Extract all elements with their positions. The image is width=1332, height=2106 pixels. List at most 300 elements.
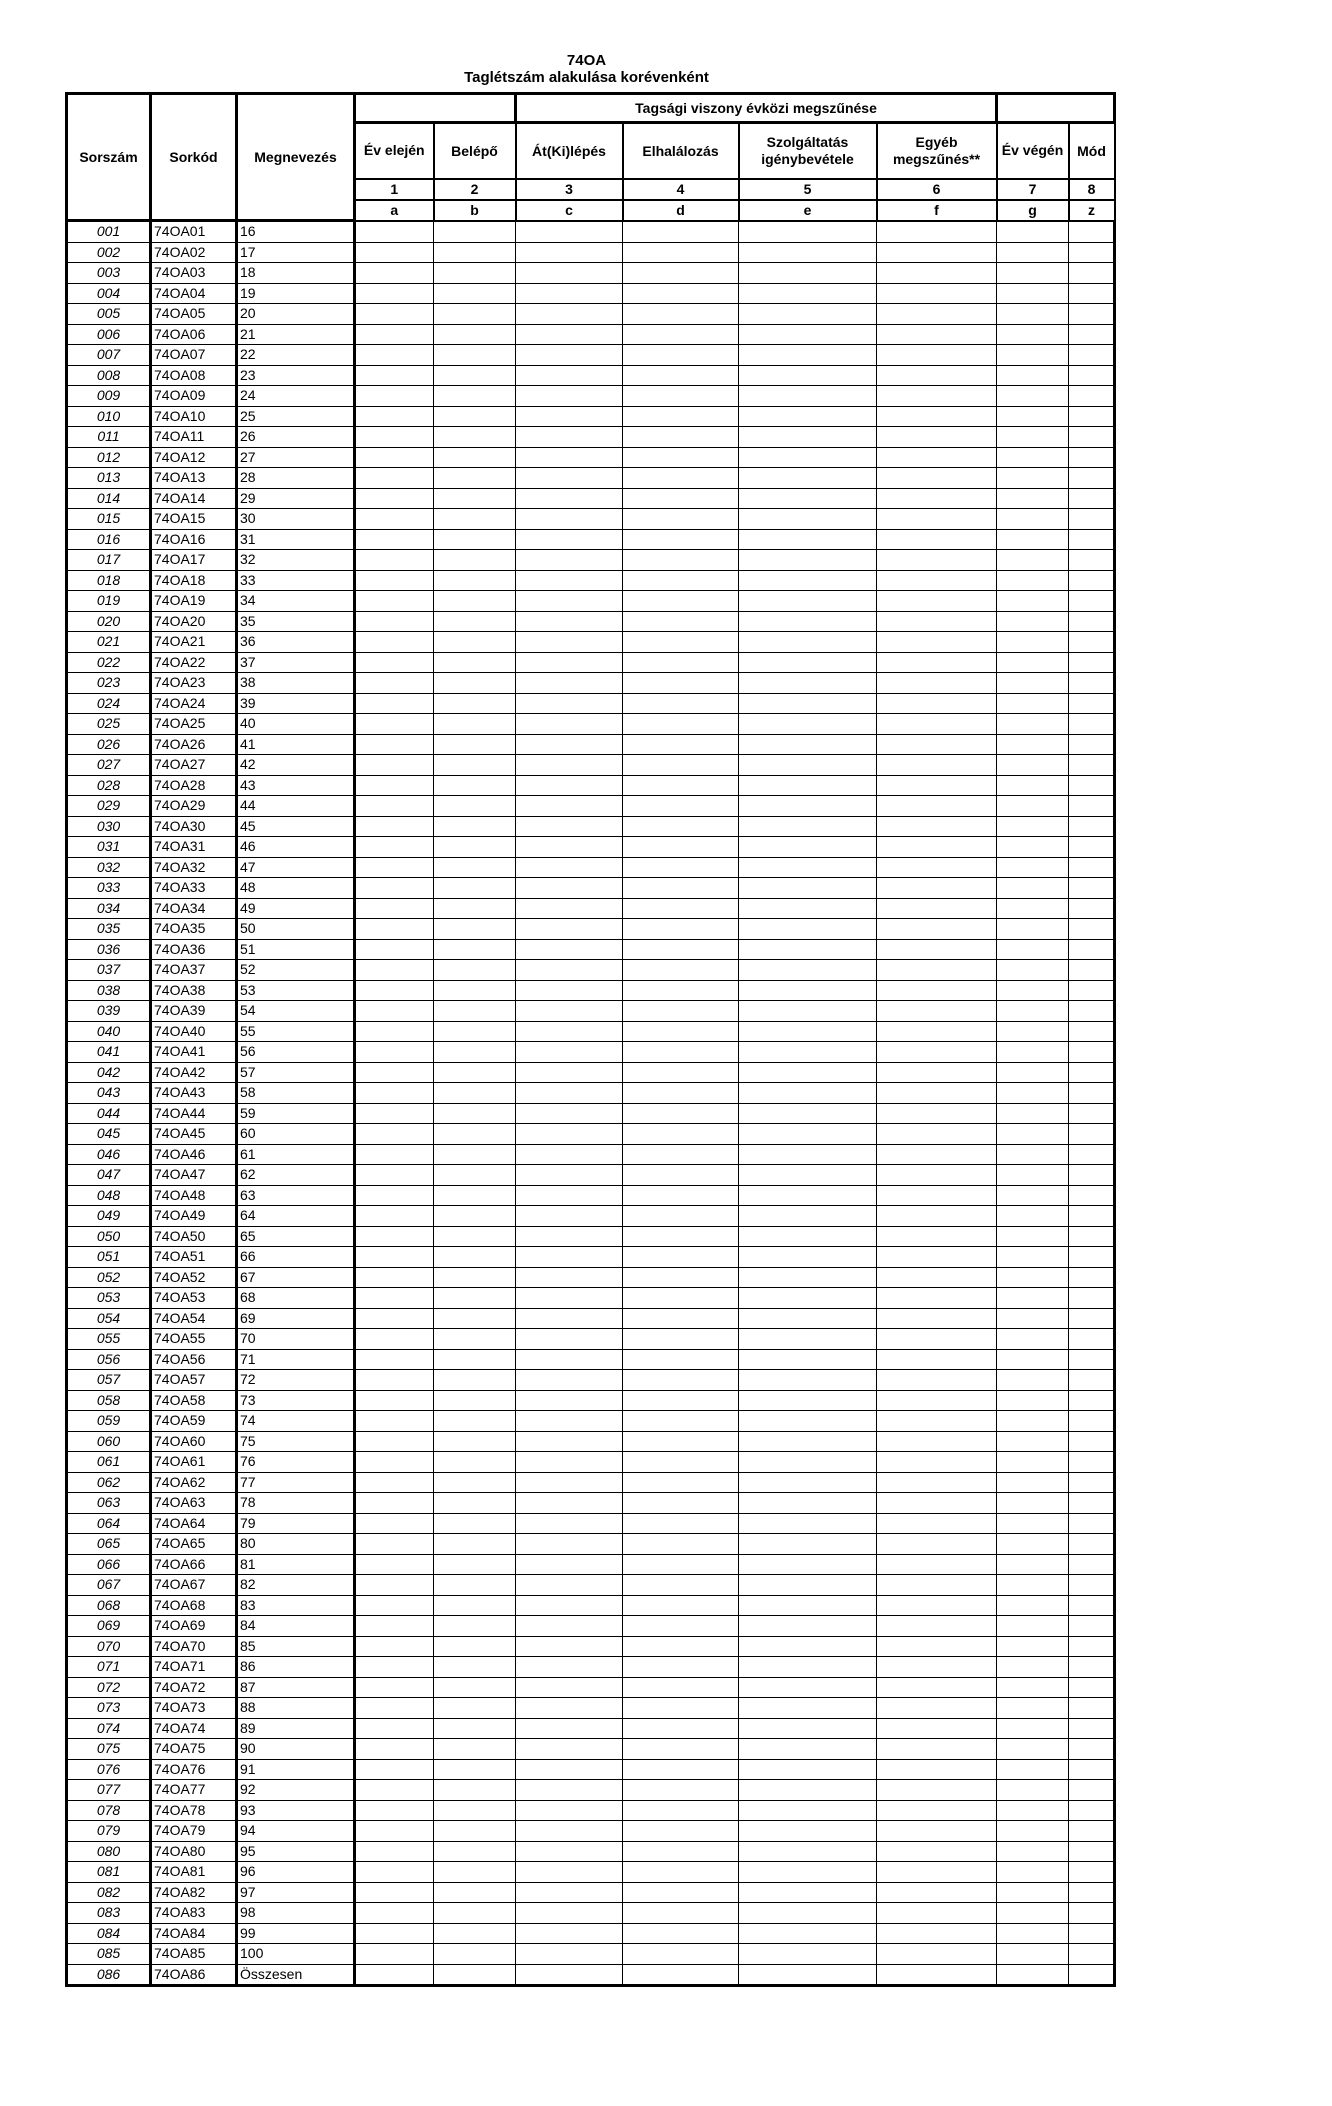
input-cell[interactable] [434,386,516,407]
input-cell[interactable] [434,1862,516,1883]
input-cell[interactable] [516,365,623,386]
input-cell[interactable] [739,1882,877,1903]
input-cell[interactable] [434,1616,516,1637]
input-cell[interactable] [877,304,997,325]
input-cell[interactable] [623,1247,739,1268]
input-cell[interactable] [997,734,1069,755]
input-cell[interactable] [623,1964,739,1986]
input-cell[interactable] [739,1083,877,1104]
input-cell[interactable] [877,1226,997,1247]
input-cell[interactable] [877,1144,997,1165]
input-cell[interactable] [623,1923,739,1944]
input-cell[interactable] [623,1226,739,1247]
input-cell[interactable] [739,509,877,530]
input-cell[interactable] [997,406,1069,427]
input-cell[interactable] [623,1431,739,1452]
input-cell[interactable] [434,1062,516,1083]
input-cell[interactable] [516,1677,623,1698]
input-cell[interactable] [877,1923,997,1944]
input-cell[interactable] [997,816,1069,837]
input-cell[interactable] [434,365,516,386]
input-cell[interactable] [434,529,516,550]
input-cell[interactable] [623,406,739,427]
input-cell[interactable] [1069,242,1115,263]
input-cell[interactable] [434,1923,516,1944]
input-cell[interactable] [1069,632,1115,653]
input-cell[interactable] [516,1739,623,1760]
input-cell[interactable] [1069,837,1115,858]
input-cell[interactable] [1069,755,1115,776]
input-cell[interactable] [516,1144,623,1165]
input-cell[interactable] [623,365,739,386]
input-cell[interactable] [997,1083,1069,1104]
input-cell[interactable] [355,611,434,632]
input-cell[interactable] [355,1206,434,1227]
input-cell[interactable] [739,1636,877,1657]
input-cell[interactable] [739,1964,877,1986]
input-cell[interactable] [739,1062,877,1083]
input-cell[interactable] [434,878,516,899]
input-cell[interactable] [516,1431,623,1452]
input-cell[interactable] [997,1349,1069,1370]
input-cell[interactable] [434,1472,516,1493]
input-cell[interactable] [1069,1964,1115,1986]
input-cell[interactable] [623,1616,739,1637]
input-cell[interactable] [877,1759,997,1780]
input-cell[interactable] [739,591,877,612]
input-cell[interactable] [355,1677,434,1698]
input-cell[interactable] [1069,1267,1115,1288]
input-cell[interactable] [355,837,434,858]
input-cell[interactable] [355,1329,434,1350]
input-cell[interactable] [623,939,739,960]
input-cell[interactable] [997,1001,1069,1022]
input-cell[interactable] [434,1964,516,1986]
input-cell[interactable] [997,632,1069,653]
input-cell[interactable] [739,1042,877,1063]
input-cell[interactable] [997,242,1069,263]
input-cell[interactable] [516,919,623,940]
input-cell[interactable] [877,611,997,632]
input-cell[interactable] [434,488,516,509]
input-cell[interactable] [997,386,1069,407]
input-cell[interactable] [623,919,739,940]
input-cell[interactable] [877,1677,997,1698]
input-cell[interactable] [877,980,997,1001]
input-cell[interactable] [623,1021,739,1042]
input-cell[interactable] [623,529,739,550]
input-cell[interactable] [355,816,434,837]
input-cell[interactable] [516,734,623,755]
input-cell[interactable] [997,447,1069,468]
input-cell[interactable] [877,816,997,837]
input-cell[interactable] [516,1042,623,1063]
input-cell[interactable] [739,550,877,571]
input-cell[interactable] [877,1001,997,1022]
input-cell[interactable] [877,1718,997,1739]
input-cell[interactable] [739,386,877,407]
input-cell[interactable] [997,693,1069,714]
input-cell[interactable] [739,919,877,940]
input-cell[interactable] [355,1144,434,1165]
input-cell[interactable] [997,488,1069,509]
input-cell[interactable] [1069,591,1115,612]
input-cell[interactable] [623,1534,739,1555]
input-cell[interactable] [1069,1841,1115,1862]
input-cell[interactable] [434,1944,516,1965]
input-cell[interactable] [623,1677,739,1698]
input-cell[interactable] [355,878,434,899]
input-cell[interactable] [516,1698,623,1719]
input-cell[interactable] [877,734,997,755]
input-cell[interactable] [355,550,434,571]
input-cell[interactable] [623,1144,739,1165]
input-cell[interactable] [1069,406,1115,427]
input-cell[interactable] [997,1390,1069,1411]
input-cell[interactable] [434,1288,516,1309]
input-cell[interactable] [877,386,997,407]
input-cell[interactable] [355,1759,434,1780]
input-cell[interactable] [355,898,434,919]
input-cell[interactable] [516,1862,623,1883]
input-cell[interactable] [355,1001,434,1022]
input-cell[interactable] [434,1226,516,1247]
input-cell[interactable] [877,591,997,612]
input-cell[interactable] [997,1247,1069,1268]
input-cell[interactable] [355,1411,434,1432]
input-cell[interactable] [516,1329,623,1350]
input-cell[interactable] [997,1964,1069,1986]
input-cell[interactable] [623,1390,739,1411]
input-cell[interactable] [623,1206,739,1227]
input-cell[interactable] [434,939,516,960]
input-cell[interactable] [997,570,1069,591]
input-cell[interactable] [434,1124,516,1145]
input-cell[interactable] [355,1534,434,1555]
input-cell[interactable] [516,1103,623,1124]
input-cell[interactable] [516,283,623,304]
input-cell[interactable] [623,488,739,509]
input-cell[interactable] [516,1493,623,1514]
input-cell[interactable] [434,263,516,284]
input-cell[interactable] [434,283,516,304]
input-cell[interactable] [1069,1616,1115,1637]
input-cell[interactable] [355,1636,434,1657]
input-cell[interactable] [997,837,1069,858]
input-cell[interactable] [1069,1144,1115,1165]
input-cell[interactable] [739,324,877,345]
input-cell[interactable] [434,632,516,653]
input-cell[interactable] [877,1062,997,1083]
input-cell[interactable] [739,816,877,837]
input-cell[interactable] [1069,960,1115,981]
input-cell[interactable] [739,304,877,325]
input-cell[interactable] [877,1595,997,1616]
input-cell[interactable] [997,857,1069,878]
input-cell[interactable] [434,1882,516,1903]
input-cell[interactable] [1069,1370,1115,1391]
input-cell[interactable] [516,857,623,878]
input-cell[interactable] [355,1083,434,1104]
input-cell[interactable] [516,939,623,960]
input-cell[interactable] [739,1452,877,1473]
input-cell[interactable] [355,1718,434,1739]
input-cell[interactable] [877,242,997,263]
input-cell[interactable] [623,1636,739,1657]
input-cell[interactable] [355,1862,434,1883]
input-cell[interactable] [434,816,516,837]
input-cell[interactable] [877,529,997,550]
input-cell[interactable] [997,1267,1069,1288]
input-cell[interactable] [997,1718,1069,1739]
input-cell[interactable] [434,857,516,878]
input-cell[interactable] [877,1739,997,1760]
input-cell[interactable] [516,406,623,427]
input-cell[interactable] [434,406,516,427]
input-cell[interactable] [739,1780,877,1801]
input-cell[interactable] [1069,488,1115,509]
input-cell[interactable] [623,1944,739,1965]
input-cell[interactable] [623,1452,739,1473]
input-cell[interactable] [623,960,739,981]
input-cell[interactable] [739,570,877,591]
input-cell[interactable] [355,1944,434,1965]
input-cell[interactable] [516,1390,623,1411]
input-cell[interactable] [434,1411,516,1432]
input-cell[interactable] [516,1452,623,1473]
input-cell[interactable] [1069,1001,1115,1022]
input-cell[interactable] [434,1267,516,1288]
input-cell[interactable] [434,1185,516,1206]
input-cell[interactable] [355,509,434,530]
input-cell[interactable] [1069,857,1115,878]
input-cell[interactable] [877,652,997,673]
input-cell[interactable] [997,1944,1069,1965]
input-cell[interactable] [877,1206,997,1227]
input-cell[interactable] [623,1267,739,1288]
input-cell[interactable] [516,878,623,899]
input-cell[interactable] [623,221,739,243]
input-cell[interactable] [516,488,623,509]
input-cell[interactable] [877,1903,997,1924]
input-cell[interactable] [997,611,1069,632]
input-cell[interactable] [355,734,434,755]
input-cell[interactable] [997,898,1069,919]
input-cell[interactable] [355,1226,434,1247]
input-cell[interactable] [1069,1718,1115,1739]
input-cell[interactable] [355,1390,434,1411]
input-cell[interactable] [623,1821,739,1842]
input-cell[interactable] [623,1042,739,1063]
input-cell[interactable] [355,919,434,940]
input-cell[interactable] [434,796,516,817]
input-cell[interactable] [623,570,739,591]
input-cell[interactable] [623,345,739,366]
input-cell[interactable] [623,324,739,345]
input-cell[interactable] [434,242,516,263]
input-cell[interactable] [516,1411,623,1432]
input-cell[interactable] [623,1595,739,1616]
input-cell[interactable] [739,263,877,284]
input-cell[interactable] [516,1001,623,1022]
input-cell[interactable] [623,1554,739,1575]
input-cell[interactable] [516,1062,623,1083]
input-cell[interactable] [877,1636,997,1657]
input-cell[interactable] [1069,509,1115,530]
input-cell[interactable] [739,1513,877,1534]
input-cell[interactable] [434,1575,516,1596]
input-cell[interactable] [739,1800,877,1821]
input-cell[interactable] [1069,816,1115,837]
input-cell[interactable] [434,1698,516,1719]
input-cell[interactable] [355,755,434,776]
input-cell[interactable] [623,734,739,755]
input-cell[interactable] [623,611,739,632]
input-cell[interactable] [739,1329,877,1350]
input-cell[interactable] [1069,1636,1115,1657]
input-cell[interactable] [739,365,877,386]
input-cell[interactable] [516,1554,623,1575]
input-cell[interactable] [1069,1083,1115,1104]
input-cell[interactable] [877,263,997,284]
input-cell[interactable] [877,406,997,427]
input-cell[interactable] [623,1103,739,1124]
input-cell[interactable] [1069,1575,1115,1596]
input-cell[interactable] [623,263,739,284]
input-cell[interactable] [355,1370,434,1391]
input-cell[interactable] [997,1923,1069,1944]
input-cell[interactable] [1069,1288,1115,1309]
input-cell[interactable] [739,1185,877,1206]
input-cell[interactable] [739,1841,877,1862]
input-cell[interactable] [739,1595,877,1616]
input-cell[interactable] [434,1329,516,1350]
input-cell[interactable] [877,857,997,878]
input-cell[interactable] [434,550,516,571]
input-cell[interactable] [516,611,623,632]
input-cell[interactable] [739,1267,877,1288]
input-cell[interactable] [623,386,739,407]
input-cell[interactable] [997,714,1069,735]
input-cell[interactable] [877,775,997,796]
input-cell[interactable] [877,1452,997,1473]
input-cell[interactable] [739,632,877,653]
input-cell[interactable] [623,878,739,899]
input-cell[interactable] [877,1103,997,1124]
input-cell[interactable] [355,1124,434,1145]
input-cell[interactable] [1069,1390,1115,1411]
input-cell[interactable] [516,1944,623,1965]
input-cell[interactable] [623,447,739,468]
input-cell[interactable] [739,1821,877,1842]
input-cell[interactable] [1069,1677,1115,1698]
input-cell[interactable] [739,345,877,366]
input-cell[interactable] [516,673,623,694]
input-cell[interactable] [516,529,623,550]
input-cell[interactable] [434,1800,516,1821]
input-cell[interactable] [623,1903,739,1924]
input-cell[interactable] [997,591,1069,612]
input-cell[interactable] [355,242,434,263]
input-cell[interactable] [877,755,997,776]
input-cell[interactable] [997,1554,1069,1575]
input-cell[interactable] [623,1800,739,1821]
input-cell[interactable] [877,1575,997,1596]
input-cell[interactable] [877,1821,997,1842]
input-cell[interactable] [434,693,516,714]
input-cell[interactable] [623,1124,739,1145]
input-cell[interactable] [434,1165,516,1186]
input-cell[interactable] [516,1247,623,1268]
input-cell[interactable] [623,898,739,919]
input-cell[interactable] [1069,1882,1115,1903]
input-cell[interactable] [355,1452,434,1473]
input-cell[interactable] [623,1472,739,1493]
input-cell[interactable] [355,1185,434,1206]
input-cell[interactable] [355,283,434,304]
input-cell[interactable] [623,509,739,530]
input-cell[interactable] [623,837,739,858]
input-cell[interactable] [739,1001,877,1022]
input-cell[interactable] [1069,1780,1115,1801]
input-cell[interactable] [739,1554,877,1575]
input-cell[interactable] [434,345,516,366]
input-cell[interactable] [877,1862,997,1883]
input-cell[interactable] [623,714,739,735]
input-cell[interactable] [434,1431,516,1452]
input-cell[interactable] [434,1083,516,1104]
input-cell[interactable] [516,1226,623,1247]
input-cell[interactable] [739,1390,877,1411]
input-cell[interactable] [434,427,516,448]
input-cell[interactable] [623,816,739,837]
input-cell[interactable] [516,1821,623,1842]
input-cell[interactable] [877,365,997,386]
input-cell[interactable] [434,1493,516,1514]
input-cell[interactable] [739,242,877,263]
input-cell[interactable] [1069,1247,1115,1268]
input-cell[interactable] [997,919,1069,940]
input-cell[interactable] [877,1841,997,1862]
input-cell[interactable] [1069,468,1115,489]
input-cell[interactable] [516,386,623,407]
input-cell[interactable] [623,1841,739,1862]
input-cell[interactable] [516,693,623,714]
input-cell[interactable] [434,1739,516,1760]
input-cell[interactable] [739,857,877,878]
input-cell[interactable] [739,1349,877,1370]
input-cell[interactable] [739,1370,877,1391]
input-cell[interactable] [623,1657,739,1678]
input-cell[interactable] [1069,673,1115,694]
input-cell[interactable] [739,775,877,796]
input-cell[interactable] [623,1329,739,1350]
input-cell[interactable] [997,673,1069,694]
input-cell[interactable] [434,509,516,530]
input-cell[interactable] [877,1431,997,1452]
input-cell[interactable] [1069,1493,1115,1514]
input-cell[interactable] [1069,1903,1115,1924]
input-cell[interactable] [434,304,516,325]
input-cell[interactable] [355,1657,434,1678]
input-cell[interactable] [1069,1739,1115,1760]
input-cell[interactable] [623,1062,739,1083]
input-cell[interactable] [997,1903,1069,1924]
input-cell[interactable] [997,1124,1069,1145]
input-cell[interactable] [997,1493,1069,1514]
input-cell[interactable] [355,1103,434,1124]
input-cell[interactable] [516,714,623,735]
